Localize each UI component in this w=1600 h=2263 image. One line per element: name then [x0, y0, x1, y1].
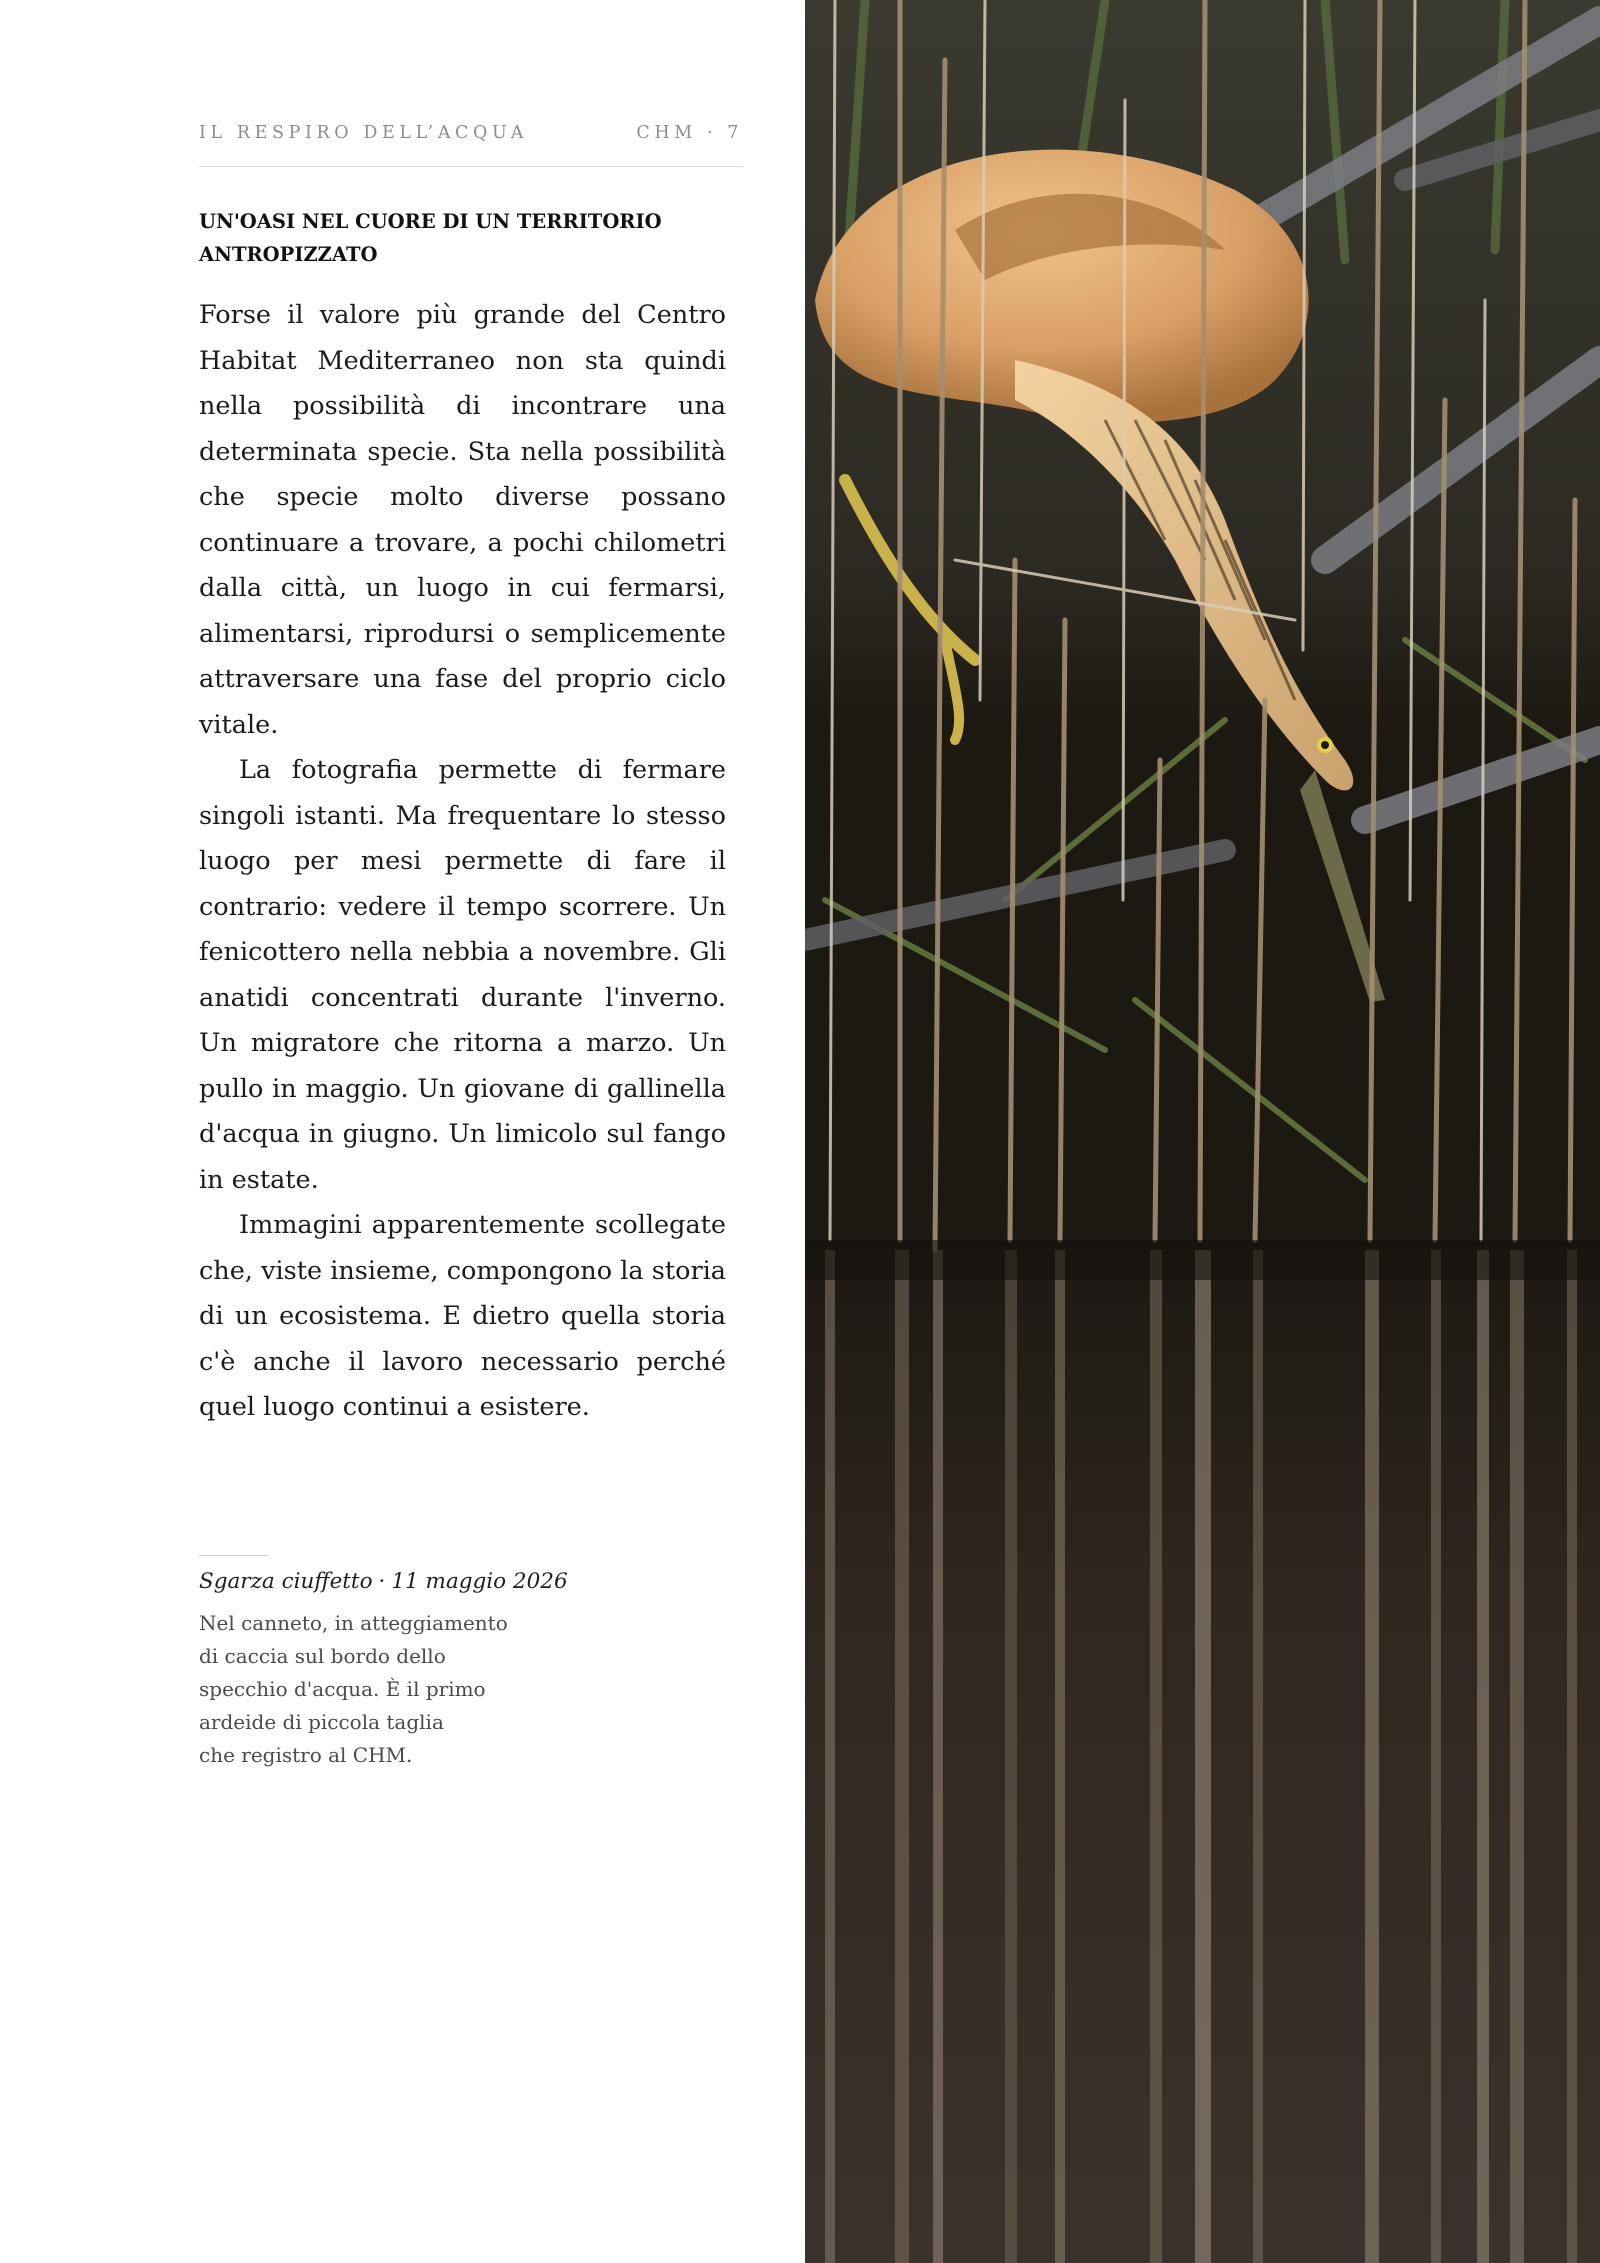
caption-line-5: che registro al CHM.: [199, 1743, 413, 1767]
caption-text: [199, 1607, 509, 1772]
body-text: [199, 293, 726, 1431]
caption-line-3: specchio d'acqua. È il primo: [199, 1677, 486, 1701]
section-heading: UN'OASI NEL CUORE DI UN TERRITORIO ANTROPIZZATO: [199, 210, 662, 266]
caption-line-4: ardeide di piccola taglia: [199, 1710, 444, 1734]
page-folio: CHM · 7: [636, 123, 743, 143]
body-paragraph-2: La fotografia permette di fermare singoli istanti. Ma frequentare lo stesso luogo per mesi permette di fare il contrario: vedere il tempo scorrere. Un fenicottero nella nebbia a novembre. Gli anatidi concentrati durante l'inverno. Un migratore che ritorna a marzo. Un pullo in maggio. Un giovane di gallinella d'acqua in giugno. Un limicolo sul fango in estate.: [199, 755, 726, 1195]
heron-photo-illustration: [805, 0, 1600, 2263]
caption-species: Sgarza ciuffetto: [199, 1569, 373, 1594]
caption-separator: ·: [378, 1569, 386, 1594]
caption-rule: [199, 1555, 269, 1556]
body-paragraph-1: Forse il valore più grande del Centro Habitat Mediterraneo non sta quindi nella possibilità di incontrare una determinata specie. Sta nella possibilità che specie molto diverse possano continuare a trovare, a pochi chilometri dalla città, un luogo in cui fermarsi, alimentarsi, riprodursi o semplicemente attraversare una fase del proprio ciclo vitale.: [199, 300, 726, 740]
running-head-title: IL RESPIRO DELL’ACQUA: [199, 123, 529, 143]
caption-date: 11 maggio 2026: [391, 1569, 568, 1594]
caption-title: [199, 1567, 619, 1597]
caption-line-2: di caccia sul bordo dello: [199, 1644, 446, 1668]
heron-photo: [805, 0, 1600, 2263]
caption-line-1: Nel canneto, in atteggiamento: [199, 1611, 508, 1635]
running-head-rule: [199, 166, 743, 167]
body-paragraph-3: Immagini apparentemente scollegate che, viste insieme, compongono la storia di un ecosistema. E dietro quella storia c'è anche il lavoro necessario perché quel luogo continui a esistere.: [199, 1210, 726, 1422]
